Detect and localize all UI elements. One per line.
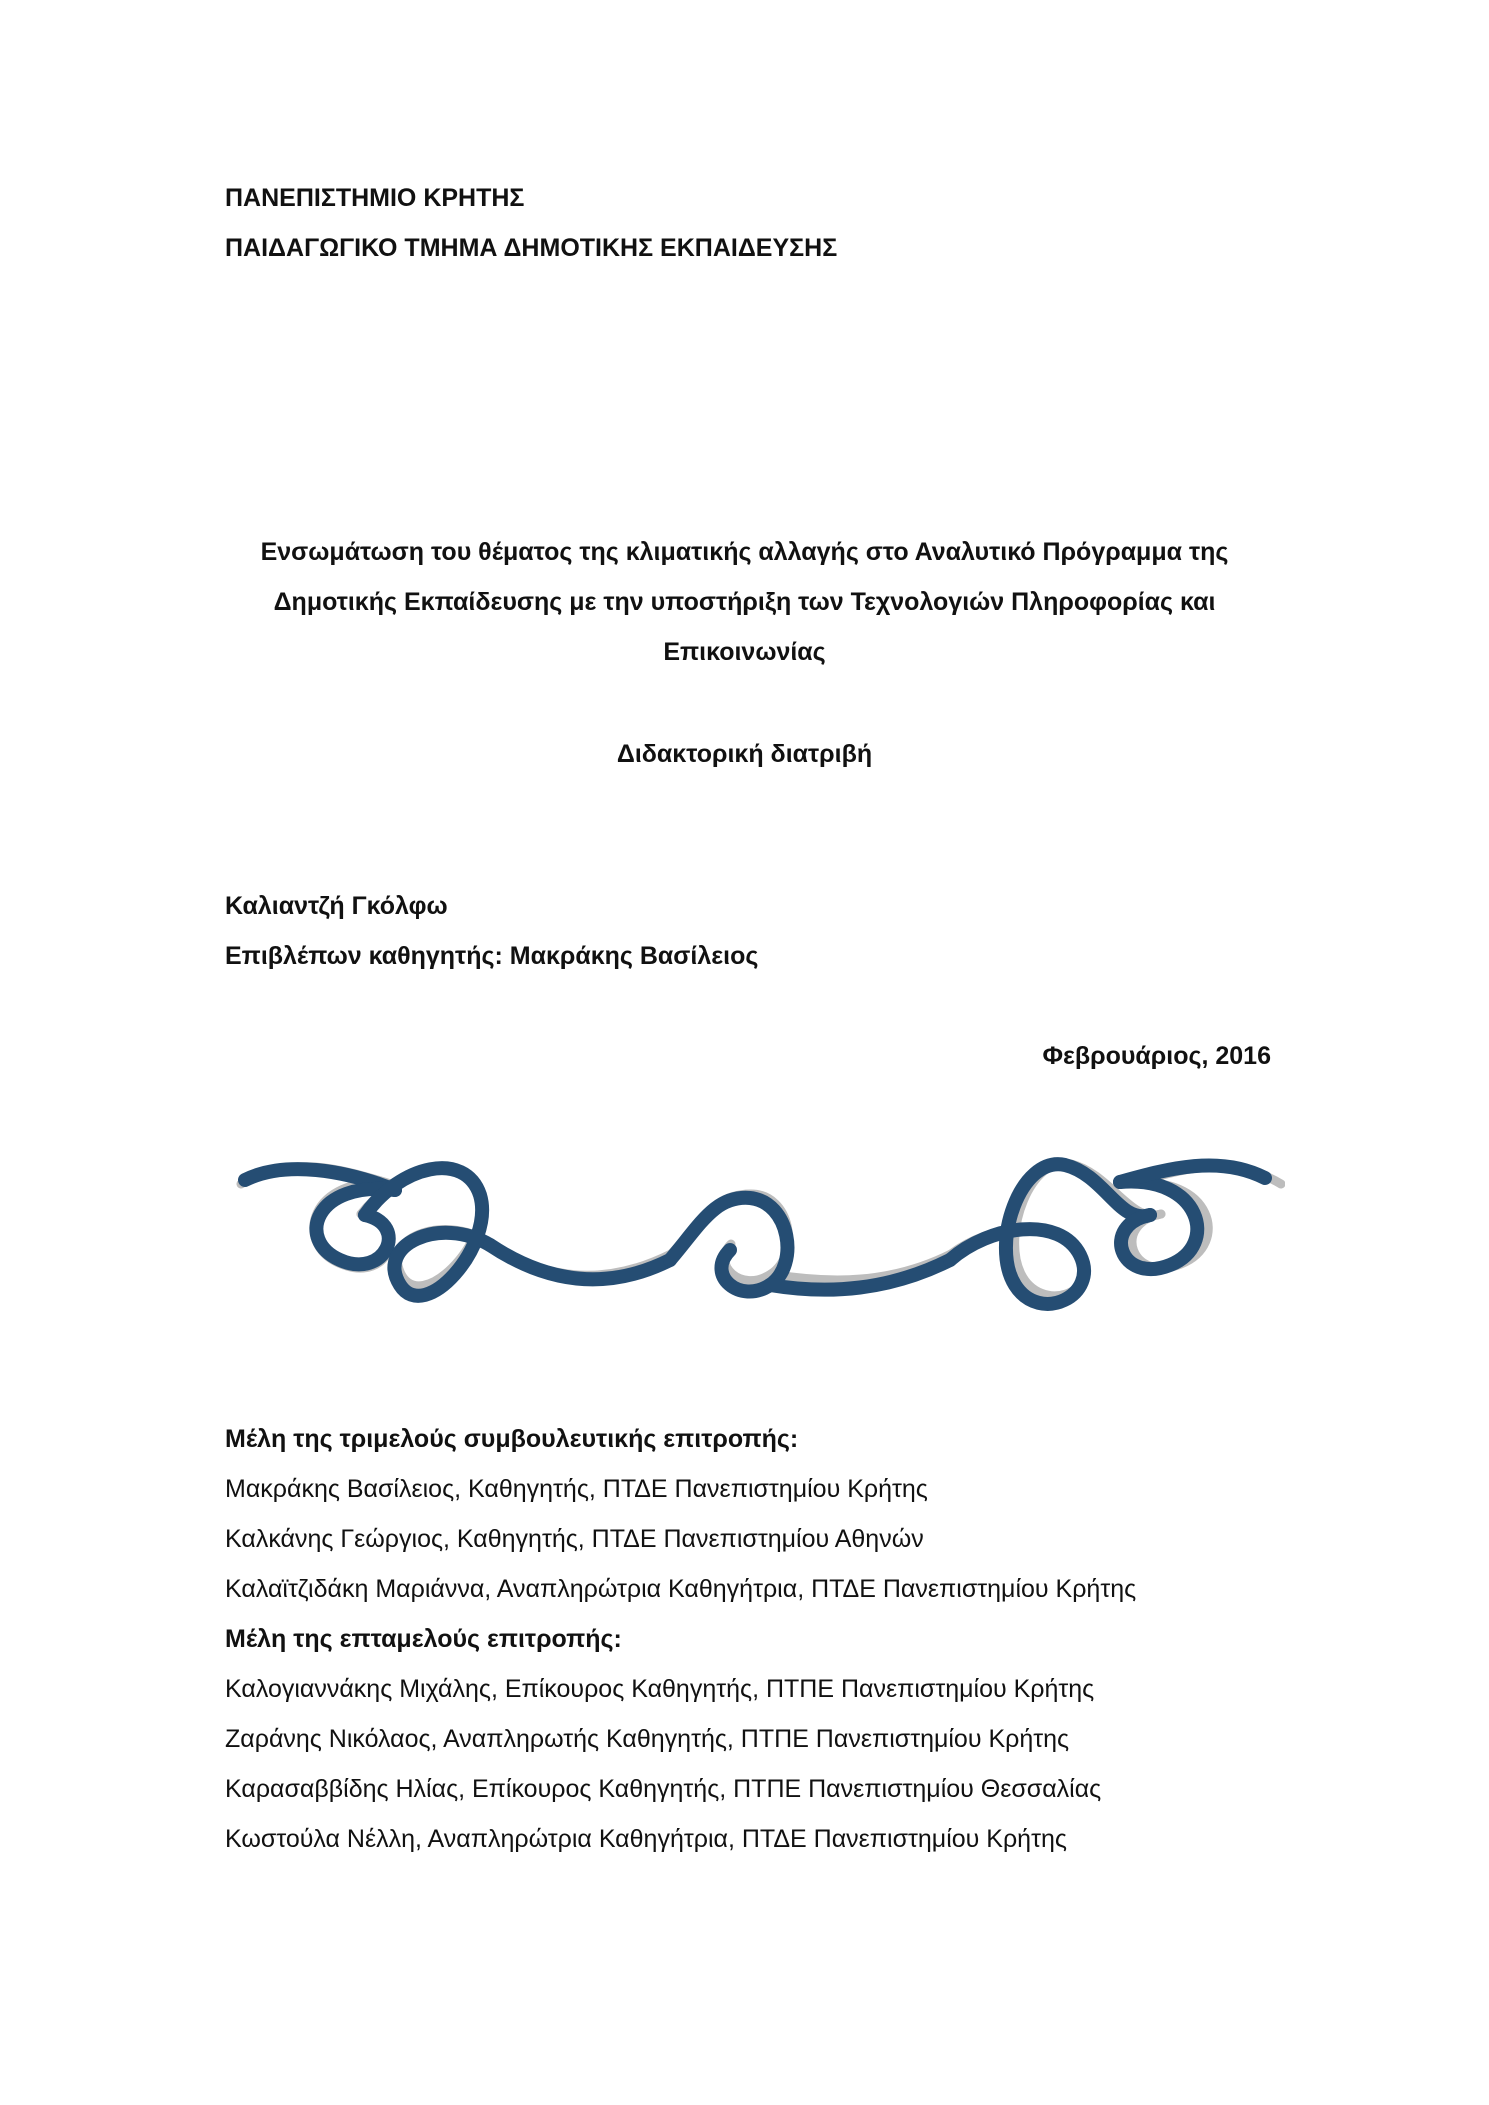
university-name: ΠΑΝΕΠΙΣΤΗΜΙΟ ΚΡΗΤΗΣ — [225, 184, 525, 212]
examining-member: Ζαράνης Νικόλαος, Αναπληρωτής Καθηγητής, ΠΤΠΕ Πανεπιστημίου Κρήτης — [225, 1725, 1070, 1753]
examining-member: Καρασαββίδης Ηλίας, Επίκουρος Καθηγητής, ΠΤΠΕ Πανεπιστημίου Θεσσαλίας — [225, 1775, 1102, 1803]
advisory-member: Μακράκης Βασίλειος, Καθηγητής, ΠΤΔΕ Πανεπιστημίου Κρήτης — [225, 1475, 928, 1503]
document-type: Διδακτορική διατριβή — [616, 740, 873, 768]
examining-member: Κωστούλα Νέλλη, Αναπληρώτρια Καθηγήτρια, ΠΤΔΕ Πανεπιστημίου Κρήτης — [225, 1825, 1067, 1853]
advisory-member: Καλαϊτζιδάκη Μαριάννα, Αναπληρώτρια Καθηγήτρια, ΠΤΔΕ Πανεπιστημίου Κρήτης — [225, 1575, 1137, 1603]
thesis-title-line-2: Δημοτικής Εκπαίδευσης με την υποστήριξη των Τεχνολογιών Πληροφορίας και — [273, 588, 1216, 616]
supervisor-line: Επιβλέπων καθηγητής: Μακράκης Βασίλειος — [225, 942, 759, 970]
date-line: Φεβρουάριος, 2016 — [1042, 1042, 1271, 1070]
thesis-title-line-3: Επικοινωνίας — [663, 638, 826, 666]
examining-member: Καλογιαννάκης Μιχάλης, Επίκουρος Καθηγητής, ΠΤΠΕ Πανεπιστημίου Κρήτης — [225, 1675, 1095, 1703]
examining-committee-heading: Μέλη της επταμελούς επιτροπής: — [225, 1625, 622, 1653]
advisory-member: Καλκάνης Γεώργιος, Καθηγητής, ΠΤΔΕ Πανεπιστημίου Αθηνών — [225, 1525, 924, 1553]
advisory-committee-heading: Μέλη της τριμελούς συμβουλευτικής επιτροπής: — [225, 1425, 799, 1453]
department-name: ΠΑΙΔΑΓΩΓΙΚΟ ΤΜΗΜΑ ΔΗΜΟΤΙΚΗΣ ΕΚΠΑΙΔΕΥΣΗΣ — [225, 234, 838, 262]
thesis-title-line-1: Ενσωμάτωση του θέματος της κλιματικής αλλαγής στο Αναλυτικό Πρόγραμμα της — [260, 538, 1229, 566]
ribbon-ornament-icon — [225, 1120, 1285, 1360]
author-name: Καλιαντζή Γκόλφω — [225, 892, 448, 920]
